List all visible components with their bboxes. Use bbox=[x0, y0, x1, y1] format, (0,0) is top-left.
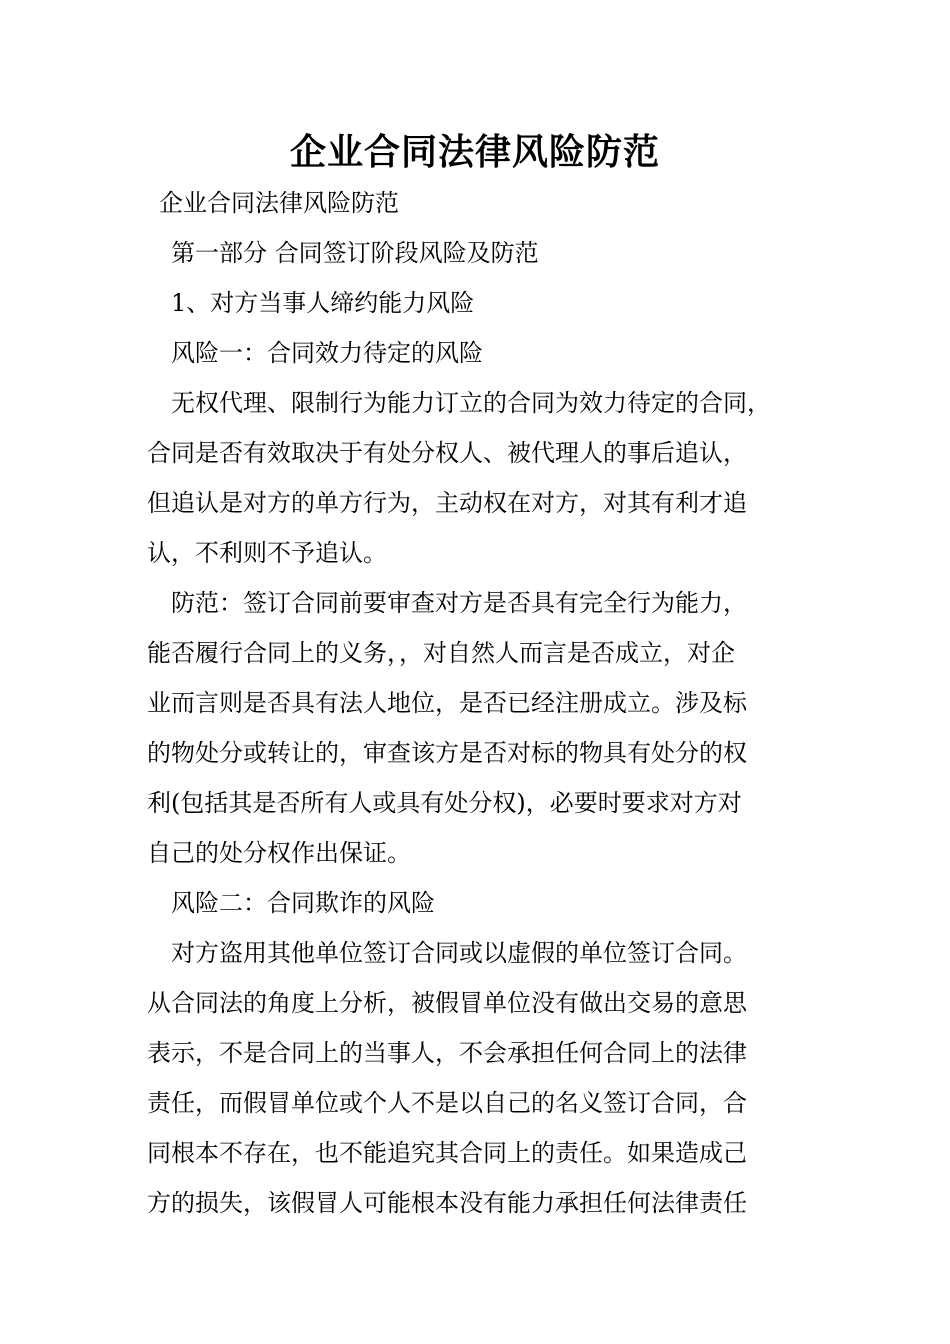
paragraph-line: 表示，不是合同上的当事人，不会承担任何合同上的法律 bbox=[147, 1039, 747, 1067]
risk-heading: 风险二：合同欺诈的风险 bbox=[171, 889, 435, 917]
risk-heading: 风险一：合同效力待定的风险 bbox=[171, 339, 483, 367]
document-body bbox=[147, 178, 819, 1228]
paragraph-line: 利(包括其是否所有人或具有处分权)，必要时要求对方对 bbox=[147, 789, 742, 817]
paragraph-line: 无权代理、限制行为能力订立的合同为效力待定的合同， bbox=[171, 389, 771, 417]
paragraph-line: 防范：签订合同前要审查对方是否具有完全行为能力， bbox=[171, 589, 747, 617]
paragraph-line: 能否履行合同上的义务，，对自然人而言是否成立，对企 bbox=[147, 639, 735, 667]
paragraph-line: 对方盗用其他单位签订合同或以虚假的单位签订合同。 bbox=[171, 939, 747, 967]
subtitle-line: 企业合同法律风险防范 bbox=[159, 189, 399, 217]
paragraph-line: 方的损失，该假冒人可能根本没有能力承担任何法律责任 bbox=[147, 1189, 747, 1217]
paragraph-line: 业而言则是否具有法人地位，是否已经注册成立。涉及标 bbox=[147, 689, 747, 717]
section-heading: 第一部分 合同签订阶段风险及防范 bbox=[171, 239, 539, 267]
page-title: 企业合同法律风险防范 bbox=[289, 131, 660, 173]
subsection-heading: 1、对方当事人缔约能力风险 bbox=[171, 289, 475, 317]
paragraph-line: 合同是否有效取决于有处分权人、被代理人的事后追认， bbox=[147, 439, 747, 467]
paragraph-line: 责任，而假冒单位或个人不是以自己的名义签订合同，合 bbox=[147, 1089, 747, 1117]
paragraph-line: 自己的处分权作出保证。 bbox=[147, 839, 411, 867]
paragraph-line: 从合同法的角度上分析，被假冒单位没有做出交易的意思 bbox=[147, 989, 747, 1017]
paragraph-line: 的物处分或转让的，审查该方是否对标的物具有处分的权 bbox=[147, 739, 747, 767]
paragraph-line: 但追认是对方的单方行为，主动权在对方，对其有利才追 bbox=[147, 489, 747, 517]
paragraph-line: 同根本不存在，也不能追究其合同上的责任。如果造成己 bbox=[147, 1139, 747, 1167]
paragraph-line: 认，不利则不予追认。 bbox=[147, 539, 387, 567]
